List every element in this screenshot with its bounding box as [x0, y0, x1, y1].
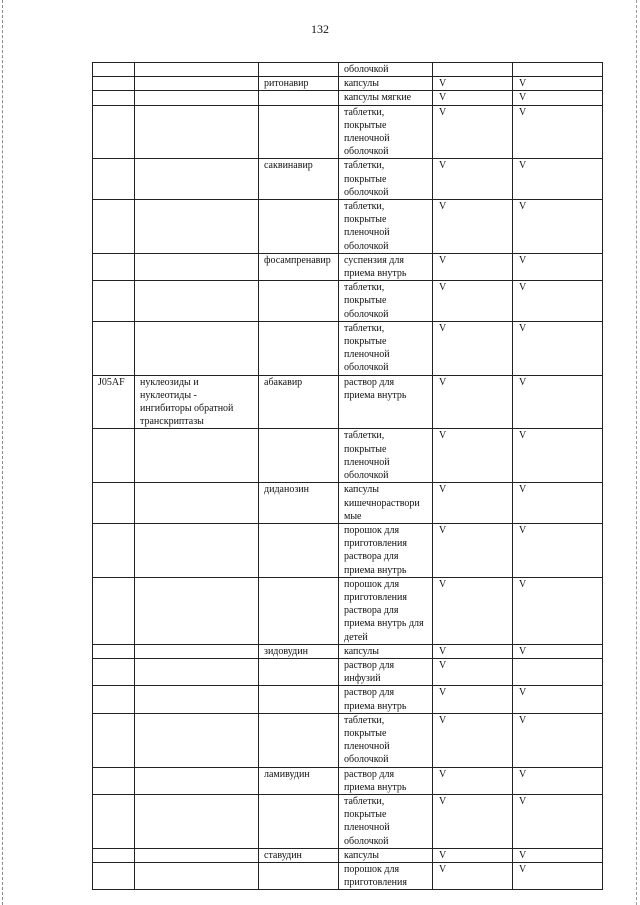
pharm-group-cell [135, 862, 259, 889]
drug-name-cell [259, 91, 339, 105]
atc-code-cell [93, 848, 135, 862]
dosage-form-cell-text: таблетки, покрытые оболочкой [344, 282, 389, 320]
pharm-group-cell [135, 686, 259, 713]
scan-edge-left [2, 0, 4, 905]
mark-cell-2-text: V [519, 92, 527, 104]
pharm-group-cell [135, 848, 259, 862]
dosage-form-cell-text: раствор для приема внутрь [344, 687, 407, 712]
table-row [93, 253, 603, 280]
mark-cell-1-text: V [439, 484, 447, 496]
dosage-form-cell [339, 281, 433, 322]
table-row [93, 767, 603, 794]
drug-name-cell-text: диданозин [264, 484, 309, 496]
mark-cell-1 [433, 63, 513, 77]
atc-code-cell [93, 523, 135, 577]
mark-cell-1-text: V [439, 659, 447, 671]
mark-cell-2-text: V [519, 78, 527, 90]
atc-code-cell [93, 91, 135, 105]
dosage-form-cell [339, 91, 433, 105]
dosage-form-cell [339, 375, 433, 429]
drug-name-cell [259, 483, 339, 524]
table-row [93, 91, 603, 105]
atc-code-cell [93, 577, 135, 644]
drug-name-cell [259, 200, 339, 254]
dosage-form-cell-text: таблетки, покрытые пленочной оболочкой [344, 795, 390, 847]
mark-cell-2-text: V [519, 849, 527, 861]
mark-cell-2 [513, 105, 603, 159]
dosage-form-cell [339, 429, 433, 483]
drug-name-cell-text: саквинавир [264, 160, 313, 172]
mark-cell-2 [513, 63, 603, 77]
drug-name-cell [259, 321, 339, 375]
mark-cell-1 [433, 658, 513, 685]
dosage-form-cell-text: оболочкой [344, 64, 389, 75]
mark-cell-2 [513, 794, 603, 848]
mark-cell-1 [433, 253, 513, 280]
mark-cell-2-text: V [519, 795, 527, 807]
mark-cell-1-text: V [439, 78, 447, 90]
drug-name-cell [259, 862, 339, 889]
table-row [93, 713, 603, 767]
table-row [93, 862, 603, 889]
dosage-form-cell [339, 686, 433, 713]
mark-cell-1-text: V [439, 160, 447, 172]
dosage-form-cell [339, 794, 433, 848]
mark-cell-1-text: V [439, 687, 447, 699]
dosage-form-cell [339, 862, 433, 889]
atc-code-cell [93, 159, 135, 200]
mark-cell-1 [433, 77, 513, 91]
atc-code-cell [93, 375, 135, 429]
pharm-group-cell [135, 577, 259, 644]
dosage-form-cell [339, 253, 433, 280]
drug-name-cell-text: ритонавир [264, 78, 309, 90]
mark-cell-2 [513, 713, 603, 767]
mark-cell-2-text: V [519, 322, 527, 334]
mark-cell-1 [433, 577, 513, 644]
table-row [93, 644, 603, 658]
table-row [93, 686, 603, 713]
pharm-group-cell [135, 77, 259, 91]
mark-cell-2 [513, 91, 603, 105]
drug-name-cell [259, 713, 339, 767]
mark-cell-1-text: V [439, 201, 447, 213]
mark-cell-2-text: V [519, 714, 527, 726]
table-row [93, 577, 603, 644]
table-row [93, 794, 603, 848]
atc-code-cell [93, 429, 135, 483]
table-row [93, 281, 603, 322]
drug-name-cell [259, 281, 339, 322]
drug-name-cell [259, 794, 339, 848]
mark-cell-2 [513, 483, 603, 524]
mark-cell-2-text: V [519, 201, 527, 213]
mark-cell-2-text: V [519, 687, 527, 699]
drug-name-cell [259, 63, 339, 77]
pharm-group-cell [135, 281, 259, 322]
mark-cell-1-text: V [439, 849, 447, 861]
drug-name-cell-text: ламивудин [264, 768, 310, 780]
mark-cell-1-text: V [439, 430, 447, 442]
mark-cell-1-text: V [439, 254, 447, 266]
mark-cell-2-text: V [519, 524, 527, 536]
mark-cell-2 [513, 644, 603, 658]
mark-cell-2 [513, 429, 603, 483]
dosage-form-cell [339, 658, 433, 685]
mark-cell-1 [433, 200, 513, 254]
drug-name-cell-text: фосампренавир [264, 254, 331, 266]
dosage-form-cell [339, 483, 433, 524]
drug-table [92, 62, 603, 890]
drug-name-cell [259, 523, 339, 577]
mark-cell-2-text: V [519, 578, 527, 590]
dosage-form-cell [339, 523, 433, 577]
mark-cell-2 [513, 577, 603, 644]
mark-cell-2-text: V [519, 254, 527, 266]
mark-cell-1 [433, 281, 513, 322]
mark-cell-2 [513, 862, 603, 889]
atc-code-cell [93, 713, 135, 767]
pharm-group-cell [135, 105, 259, 159]
dosage-form-cell-text: таблетки, покрытые пленочной оболочкой [344, 714, 390, 766]
drug-name-cell [259, 577, 339, 644]
mark-cell-1 [433, 644, 513, 658]
pharm-group-cell [135, 200, 259, 254]
mark-cell-2-text: V [519, 106, 527, 118]
dosage-form-cell-text: порошок для приготовления раствора для приема внутрь для детей [344, 578, 424, 643]
mark-cell-1-text: V [439, 92, 447, 104]
mark-cell-2 [513, 686, 603, 713]
mark-cell-2 [513, 281, 603, 322]
pharm-group-cell [135, 253, 259, 280]
dosage-form-cell [339, 77, 433, 91]
pharm-group-cell [135, 429, 259, 483]
table-row [93, 848, 603, 862]
dosage-form-cell-text: суспензия для приема внутрь [344, 254, 407, 280]
pharm-group-cell [135, 483, 259, 524]
drug-name-cell [259, 644, 339, 658]
dosage-form-cell-text: порошок для приготовления раствора для приема внутрь [344, 524, 407, 576]
page-number: 132 [311, 22, 329, 36]
mark-cell-1-text: V [439, 376, 447, 388]
pharm-group-cell [135, 321, 259, 375]
table-row [93, 429, 603, 483]
pharm-group-cell [135, 767, 259, 794]
dosage-form-cell [339, 767, 433, 794]
mark-cell-1-text: V [439, 524, 447, 536]
mark-cell-1 [433, 375, 513, 429]
drug-name-cell-text: зидовудин [264, 645, 308, 657]
dosage-form-cell-text: капсулы [344, 78, 379, 90]
atc-code-cell [93, 767, 135, 794]
drug-name-cell-text: абакавир [264, 376, 303, 388]
pharm-group-cell [135, 658, 259, 685]
atc-code-cell [93, 200, 135, 254]
dosage-form-cell-text: раствор для инфузий [344, 659, 395, 685]
atc-code-cell [93, 77, 135, 91]
table-row [93, 77, 603, 91]
mark-cell-1 [433, 523, 513, 577]
atc-code-cell [93, 321, 135, 375]
mark-cell-2-text: V [519, 160, 527, 172]
mark-cell-1 [433, 767, 513, 794]
scan-edge-right [636, 0, 638, 905]
drug-name-cell [259, 375, 339, 429]
table-row [93, 321, 603, 375]
table-row [93, 63, 603, 77]
dosage-form-cell-text: раствор для приема внутрь [344, 768, 407, 793]
atc-code-cell [93, 686, 135, 713]
atc-code-cell [93, 862, 135, 889]
atc-code-cell [93, 794, 135, 848]
drug-name-cell-text: ставудин [264, 849, 302, 861]
mark-cell-1-text: V [439, 714, 447, 726]
dosage-form-cell [339, 713, 433, 767]
atc-code-cell [93, 644, 135, 658]
drug-name-cell [259, 253, 339, 280]
table-row [93, 483, 603, 524]
mark-cell-2 [513, 159, 603, 200]
mark-cell-1 [433, 483, 513, 524]
dosage-form-cell-text: порошок для приготовления [344, 863, 407, 889]
pharm-group-cell [135, 523, 259, 577]
mark-cell-2-text: V [519, 484, 527, 496]
dosage-form-cell [339, 577, 433, 644]
mark-cell-1-text: V [439, 322, 447, 334]
mark-cell-1 [433, 862, 513, 889]
mark-cell-1 [433, 321, 513, 375]
mark-cell-2-text: V [519, 645, 527, 657]
atc-code-cell [93, 253, 135, 280]
dosage-form-cell-text: таблетки, покрытые пленочной оболочкой [344, 201, 390, 252]
pharm-group-cell [135, 794, 259, 848]
mark-cell-2 [513, 253, 603, 280]
drug-table-body [93, 63, 603, 890]
dosage-form-cell [339, 200, 433, 254]
atc-code-cell [93, 105, 135, 159]
table-row [93, 200, 603, 254]
mark-cell-1-text: V [439, 795, 447, 807]
mark-cell-2 [513, 321, 603, 375]
table-row [93, 375, 603, 429]
dosage-form-cell-text: раствор для приема внутрь [344, 376, 407, 401]
atc-code-cell-text: J05AF [98, 376, 125, 388]
mark-cell-1 [433, 429, 513, 483]
mark-cell-2-text: V [519, 282, 527, 294]
mark-cell-1 [433, 848, 513, 862]
drug-name-cell [259, 105, 339, 159]
dosage-form-cell [339, 105, 433, 159]
mark-cell-2 [513, 848, 603, 862]
drug-name-cell [259, 658, 339, 685]
mark-cell-2-text: V [519, 430, 527, 442]
drug-name-cell [259, 767, 339, 794]
mark-cell-1-text: V [439, 578, 447, 590]
atc-code-cell [93, 281, 135, 322]
atc-code-cell [93, 63, 135, 77]
pharm-group-cell [135, 644, 259, 658]
dosage-form-cell [339, 848, 433, 862]
dosage-form-cell-text: капсулы мягкие [344, 92, 412, 104]
table-row [93, 159, 603, 200]
atc-code-cell [93, 658, 135, 685]
dosage-form-cell-text: капсулы [344, 645, 379, 657]
dosage-form-cell-text: капсулы [344, 849, 379, 861]
mark-cell-2 [513, 523, 603, 577]
table-row [93, 105, 603, 159]
drug-name-cell [259, 848, 339, 862]
dosage-form-cell-text: таблетки, покрытые пленочной оболочкой [344, 106, 390, 158]
mark-cell-1 [433, 686, 513, 713]
dosage-form-cell-text: таблетки, покрытые пленочной оболочкой [344, 322, 390, 374]
drug-name-cell [259, 686, 339, 713]
table-row [93, 523, 603, 577]
dosage-form-cell [339, 321, 433, 375]
dosage-form-cell [339, 63, 433, 77]
mark-cell-2 [513, 200, 603, 254]
mark-cell-2-text: V [519, 376, 527, 388]
mark-cell-2 [513, 77, 603, 91]
mark-cell-1-text: V [439, 282, 447, 294]
mark-cell-2 [513, 658, 603, 685]
dosage-form-cell-text: капсулы кишечнораствори мые [344, 484, 420, 522]
dosage-form-cell-text: таблетки, покрытые оболочкой [344, 160, 389, 198]
mark-cell-1 [433, 794, 513, 848]
mark-cell-2-text: V [519, 768, 527, 780]
mark-cell-1 [433, 713, 513, 767]
dosage-form-cell-text: таблетки, покрытые пленочной оболочкой [344, 430, 390, 482]
mark-cell-2 [513, 375, 603, 429]
mark-cell-1-text: V [439, 768, 447, 780]
pharm-group-cell [135, 375, 259, 429]
dosage-form-cell [339, 159, 433, 200]
drug-name-cell [259, 159, 339, 200]
drug-name-cell [259, 429, 339, 483]
pharm-group-cell [135, 159, 259, 200]
pharm-group-cell [135, 63, 259, 77]
mark-cell-1 [433, 105, 513, 159]
mark-cell-1-text: V [439, 863, 447, 875]
pharm-group-cell-text: нуклеозиды и нуклеотиды - ингибиторы обратной транскриптазы [140, 376, 234, 428]
atc-code-cell [93, 483, 135, 524]
mark-cell-1-text: V [439, 106, 447, 118]
mark-cell-1-text: V [439, 645, 447, 657]
mark-cell-1 [433, 91, 513, 105]
pharm-group-cell [135, 713, 259, 767]
mark-cell-2 [513, 767, 603, 794]
table-row [93, 658, 603, 685]
mark-cell-1 [433, 159, 513, 200]
pharm-group-cell [135, 91, 259, 105]
mark-cell-2-text: V [519, 863, 527, 875]
drug-name-cell [259, 77, 339, 91]
dosage-form-cell [339, 644, 433, 658]
